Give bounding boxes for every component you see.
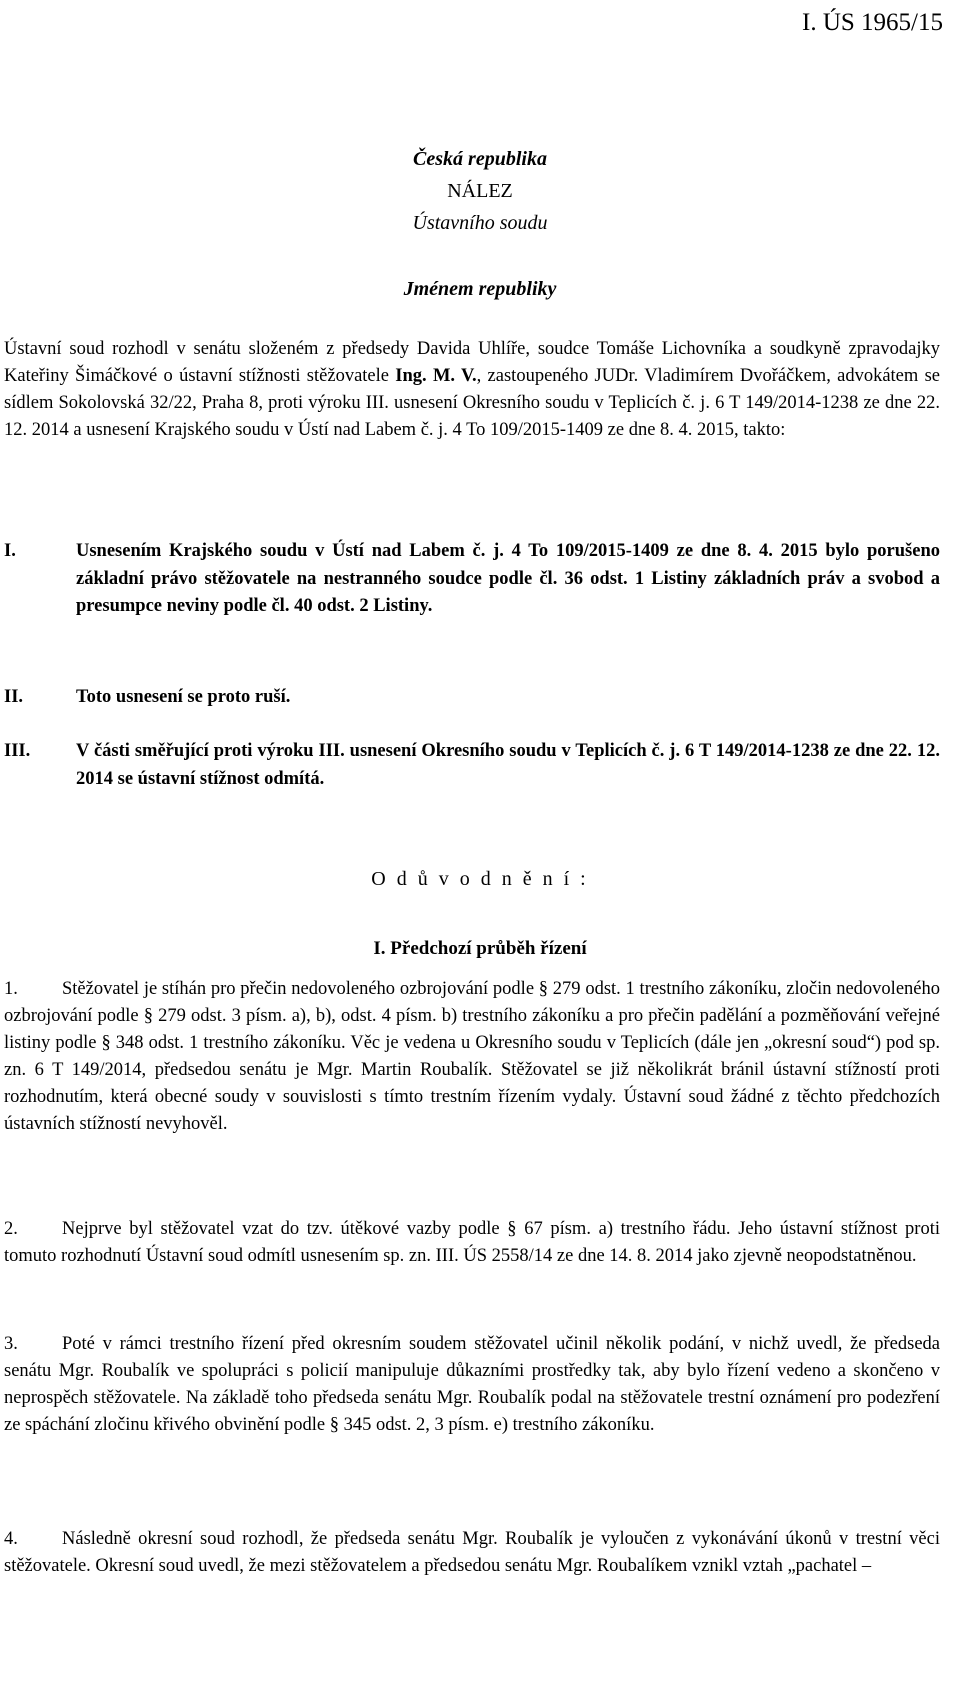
verdict-number: II. [4,687,24,707]
intro-text-2: , zastoupeného JUDr. Vladimírem Dvořáčkem, advokátem se sídlem Sokolovská 32/22, Praha 8, proti výroku III. usnesení Okresního soudu v Teplicích č. j. 6 T 149/2014-1238 ze dne 22. 12. 2014 a usnesení Krajského soudu v Ústí nad Labem č. j. 4 To 109/2015-1409 ze dne 8. 4. 2015, takto: [4,366,940,440]
case-number: I. ÚS 1965/15 [802,9,943,36]
heading-country: Česká republika [413,148,547,170]
section-title: I. Předchozí průběh řízení [373,938,587,959]
document-heading [0,143,960,239]
paragraph-text: Poté v rámci trestního řízení před okresním soudem stěžovatel učinil několik podání, v nichž uvedl, že předseda senátu Mgr. Roubalík ve spolupráci s policií manipuluje důkazními prostředky tak, aby bylo řízení vedeno a skončeno v neprospěch stěžovatele. Na základě toho předseda senátu Mgr. Roubalík podal na stěžovatele trestní oznámení pro podezření ze spáchání zločinu křivého obvinění podle § 345 odst. 2, 3 písm. e) trestního zákoníku. [4,1334,940,1435]
paragraph-text: Stěžovatel je stíhán pro přečin nedovoleného ozbrojování podle § 279 odst. 1 trestního zákoníku, zločin nedovoleného ozbrojování podle § 279 odst. 3 písm. a), b), odst. 4 písm. b) trestního zákoníku a pro přečin padělání a pozměňování veřejné listiny podle § 348 odst. 1 trestního zákoníku. Věc je vedena u Okresního soudu v Teplicích (dále jen „okresní soud“) pod sp. zn. 6 T 149/2014, předsedou senátu je Mgr. Martin Roubalík. Stěžovatel se již několikrát bránil ústavní stížností proti rozhodnutím, která obecné soudy v souvislosti s tímto trestním řízením vydaly. Ústavní soud žádné z těchto předchozích ústavních stížností nevyhověl. [4,979,940,1134]
paragraph-text: Následně okresní soud rozhodl, že předseda senátu Mgr. Roubalík je vyloučen z vykonávání úkonů v trestní věci stěžovatele. Okresní soud uvedl, že mezi stěžovatelem a předsedou senátu Mgr. Roubalíkem vznikl vztah „pachatel – [4,1529,940,1576]
in-the-name-of-republic: Jménem republiky [403,278,557,300]
paragraph-number: 3. [4,1334,18,1354]
reasoning-paragraph-1 [4,976,940,1138]
verdict-item-2 [4,684,940,712]
reasoning-paragraph-2 [4,1216,940,1270]
verdict-text: V části směřující proti výroku III. usnesení Okresního soudu v Teplicích č. j. 6 T 149/2014-1238 ze dne 22. 12. 2014 se ústavní stížnost odmítá. [76,741,940,789]
intro-paragraph [4,336,940,444]
paragraph-number: 1. [4,979,18,999]
verdict-item-1 [4,538,940,621]
verdict-item-3 [4,738,940,793]
heading-decision-type: NÁLEZ [447,180,513,202]
paragraph-number: 2. [4,1219,18,1239]
verdict-number: I. [4,541,16,561]
verdict-text: Usnesením Krajského soudu v Ústí nad Labem č. j. 4 To 109/2015-1409 ze dne 8. 4. 2015 bylo porušeno základní právo stěžovatele na nestranného soudce podle čl. 36 odst. 1 Listiny základních práv a svobod a presumpce neviny podle čl. 40 odst. 2 Listiny. [76,541,940,616]
verdict-number: III. [4,741,31,761]
intro-text-1: Ústavní soud rozhodl v senátu složeném z předsedy Davida Uhlíře, soudce Tomáše Lichovníka a soudkyně zpravodajky Kateřiny Šimáčkové o ústavní stížnosti stěžovatele [4,339,940,386]
paragraph-number: 4. [4,1529,18,1549]
paragraph-text: Nejprve byl stěžovatel vzat do tzv. útěkové vazby podle § 67 písm. a) trestního řádu. Jeho ústavní stížnost proti tomuto rozhodnutí Ústavní soud odmítl usnesením sp. zn. III. ÚS 2558/14 ze dne 14. 8. 2014 jako zjevně neopodstatněnou. [4,1219,940,1266]
reasoning-paragraph-3 [4,1331,940,1439]
verdict-text: Toto usnesení se proto ruší. [76,687,291,707]
reasoning-paragraph-4 [4,1526,940,1580]
complainant-name: Ing. M. V. [395,366,477,386]
reasoning-heading: O d ů v o d n ě n í : [371,868,589,890]
heading-court: Ústavního soudu [412,212,548,234]
